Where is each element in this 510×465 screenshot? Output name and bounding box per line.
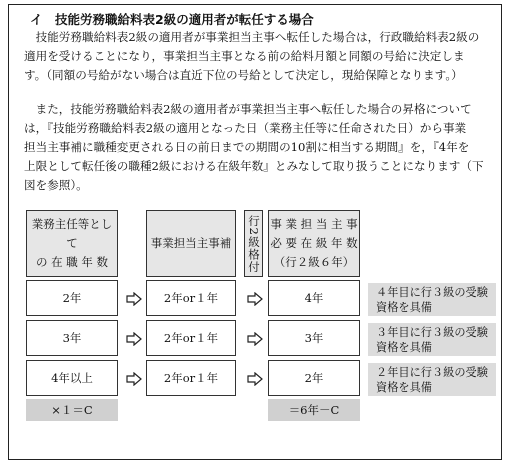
row3-note-line: 資格を具備 — [376, 381, 432, 394]
row1-note — [368, 283, 496, 316]
row3-note — [368, 363, 496, 396]
arrow-right-icon — [247, 372, 263, 386]
calc-left: ×１＝C — [26, 399, 118, 421]
row1-note-line: 資格を具備 — [376, 301, 432, 314]
header-grade-placement — [244, 210, 263, 277]
row3-years: 4年以上 — [26, 360, 118, 396]
header-assistant — [146, 210, 236, 277]
header-tenure-years — [26, 210, 118, 277]
paragraph-1-line: 適用を受けることになり，事業担当主事となる前の給料月額と同額の号給に決定しま — [24, 49, 465, 63]
paragraph-1-line: 技能労務職給料表2級の適用者が事業担当主事へ転任した場合は，行政職給料表2級の — [24, 30, 480, 44]
row1-years: 2年 — [26, 280, 118, 316]
row3-assistant: 2年or１年 — [146, 360, 236, 396]
section-heading: イ 技能労務職給料表2級の適用者が転任する場合 — [30, 12, 314, 27]
header-tenure-line: 業務主任等として — [31, 217, 113, 250]
paragraph-1 — [24, 28, 500, 85]
paragraph-2 — [24, 100, 500, 195]
row2-required: 3年 — [268, 320, 360, 356]
row2-assistant: 2年or１年 — [146, 320, 236, 356]
header-required-years — [268, 210, 360, 277]
header-required-line: 必 要 在 級 年 数 — [270, 236, 358, 250]
arrow-right-icon — [126, 292, 142, 306]
arrow-right-icon — [126, 332, 142, 346]
arrow-right-icon — [247, 292, 263, 306]
row1-required: 4年 — [268, 280, 360, 316]
paragraph-1-line: す。（同額の号給がない場合は直近下位の号給として決定し，現給保障となります。） — [24, 68, 463, 82]
row2-years: 3年 — [26, 320, 118, 356]
row2-note-line: ３年目に行３級の受験 — [376, 326, 488, 339]
row3-required: 2年 — [268, 360, 360, 396]
paragraph-2-line: は，『技能労務職給料表2級の適用となった日（業務主任等に任命された日）から事業 — [24, 121, 467, 135]
paragraph-2-line: 上限として転任後の職種2級における在級年数』とみなして取り扱うことになります（下 — [24, 159, 484, 173]
paragraph-2-line: また，技能労務職給料表2級の適用者が事業担当主事へ転任した場合の昇格について — [24, 102, 472, 116]
header-required-line: 事 業 担 当 主 事 — [270, 217, 358, 231]
row3-note-line: ２年目に行３級の受験 — [376, 366, 488, 379]
paragraph-2-line: 図を参照）。 — [24, 178, 88, 192]
row2-note-line: 資格を具備 — [376, 341, 432, 354]
header-required-line: （行２級６年） — [273, 255, 355, 269]
row1-note-line: ４年目に行３級の受験 — [376, 286, 488, 299]
calc-right: ＝6年－C — [268, 399, 360, 421]
arrow-right-icon — [126, 372, 142, 386]
header-assistant-label: 事業担当主事補 — [150, 236, 232, 250]
header-grade-placement-label: 行2級格付 — [247, 214, 261, 274]
row2-note — [368, 323, 496, 356]
header-tenure-line: の 在 職 年 数 — [35, 255, 109, 269]
arrow-right-icon — [247, 332, 263, 346]
row1-assistant: 2年or１年 — [146, 280, 236, 316]
paragraph-2-line: 担当主事補に職種変更される日の前日までの期間の10割に相当する期間』を，『4年を — [24, 140, 470, 154]
